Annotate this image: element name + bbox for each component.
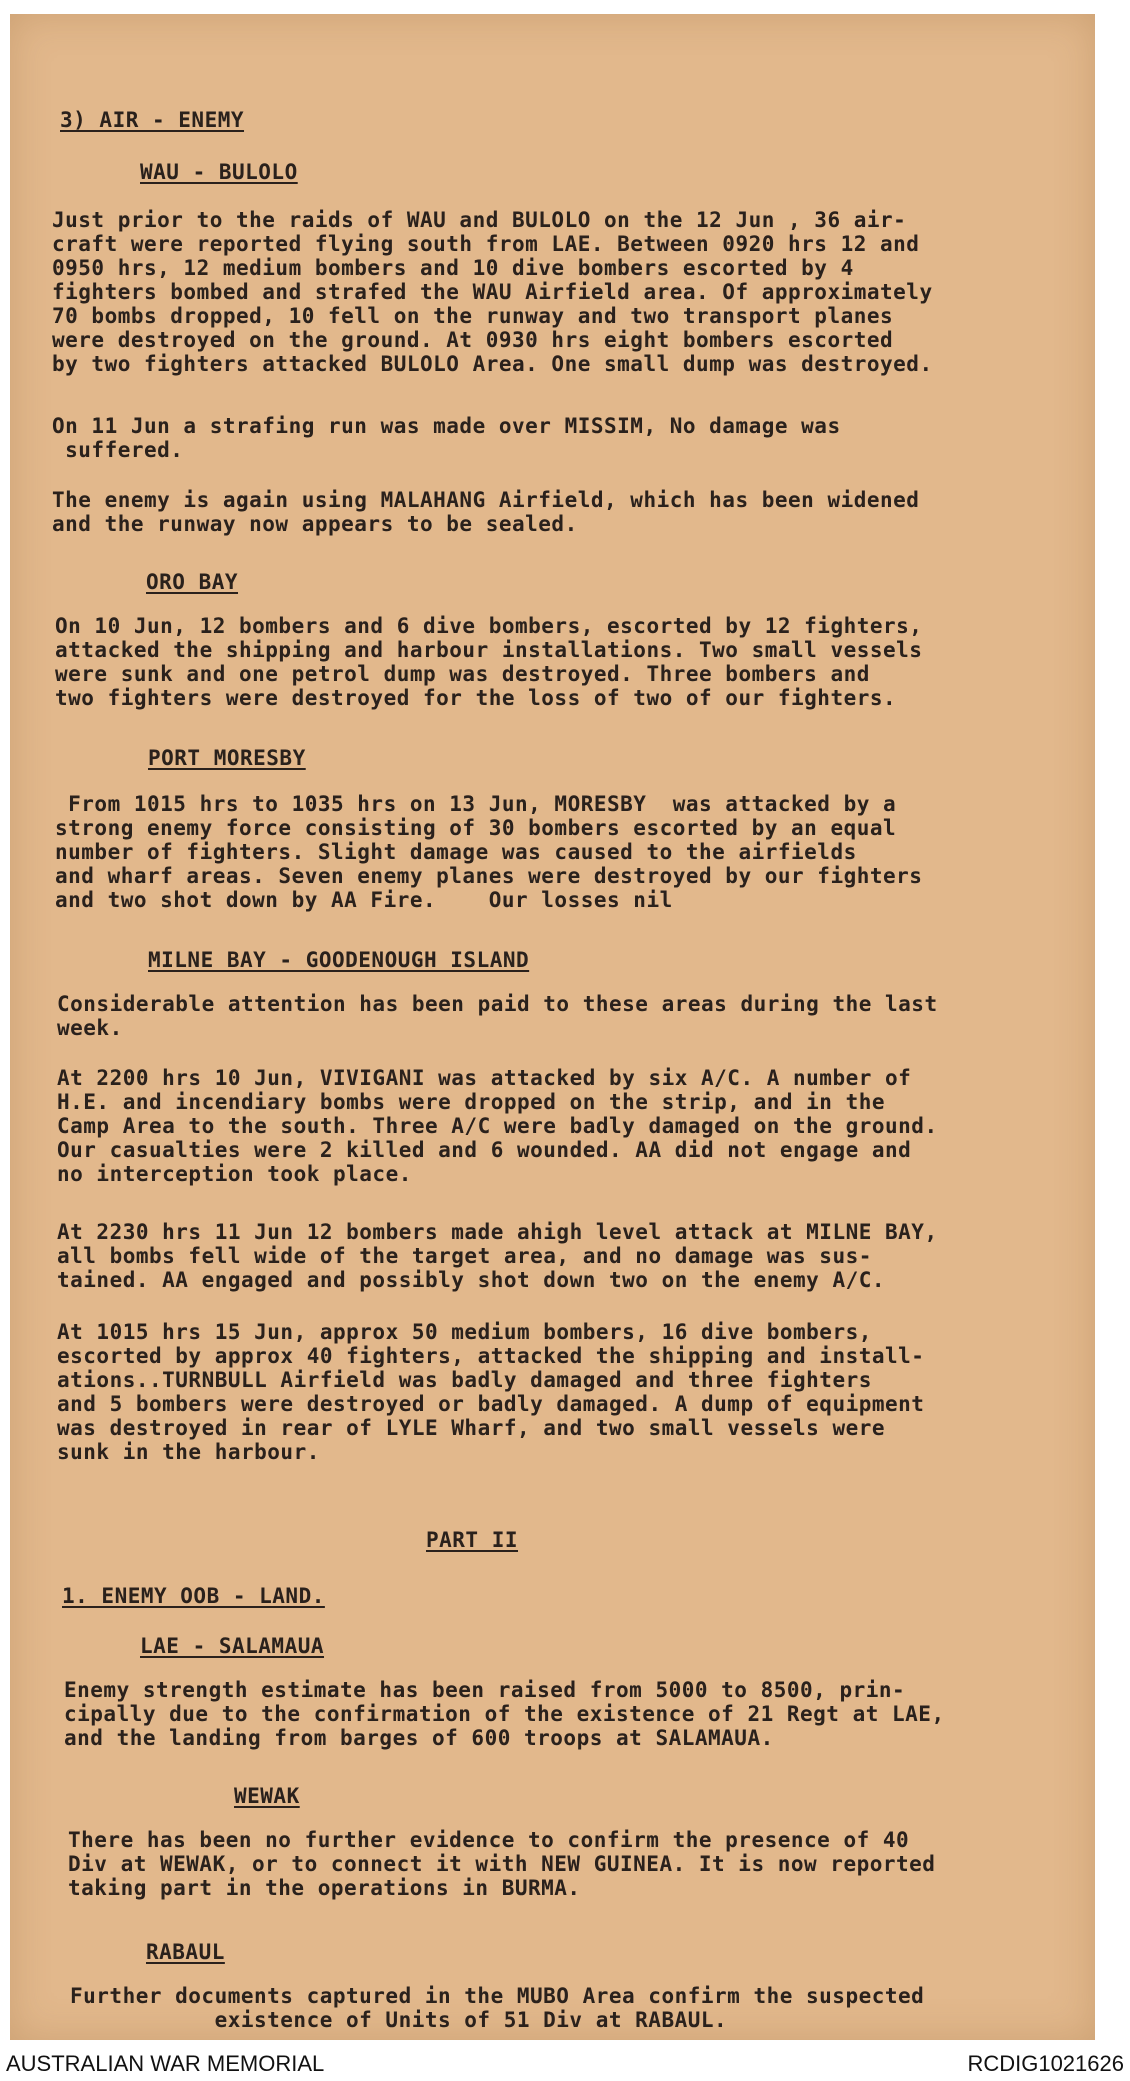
heading-rabaul: RABAUL: [146, 1940, 225, 1964]
text-line: existence of Units of 51 Div at RABAUL.: [70, 2008, 728, 2032]
text-line: tained. AA engaged and possibly shot down two on the enemy A/C.: [57, 1268, 886, 1292]
text-line: 70 bombs dropped, 10 fell on the runway and two transport planes: [52, 304, 894, 328]
text-line: no interception took place.: [57, 1162, 412, 1186]
text-line: number of fighters. Slight damage was caused to the airfields: [55, 840, 857, 864]
lae-salamaua-para: [64, 1678, 945, 1750]
text-line: were destroyed on the ground. At 0930 hrs eight bombers escorted: [52, 328, 894, 352]
text-line: H.E. and incendiary bombs were dropped on the strip, and in the: [57, 1090, 886, 1114]
text-line: Div at WEWAK, or to connect it with NEW GUINEA. It is now reported: [68, 1852, 936, 1876]
text-line: Enemy strength estimate has been raised from 5000 to 8500, prin-: [64, 1678, 906, 1702]
heading-wau-bulolo: WAU - BULOLO: [140, 160, 298, 184]
wewak-para: [68, 1828, 935, 1900]
text-line: all bombs fell wide of the target area, and no damage was sus-: [57, 1244, 872, 1268]
heading-enemy-oob: 1. ENEMY OOB - LAND.: [62, 1584, 325, 1608]
heading-milne-bay: MILNE BAY - GOODENOUGH ISLAND: [148, 948, 530, 972]
text-line: Further documents captured in the MUBO Area confirm the suspected: [70, 1984, 925, 2008]
text-line: by two fighters attacked BULOLO Area. One small dump was destroyed.: [52, 352, 933, 376]
text-line: week.: [57, 1016, 123, 1040]
text-line: suffered.: [52, 438, 184, 462]
text-line: and two shot down by AA Fire. Our losses nil: [55, 888, 673, 912]
text-line: were sunk and one petrol dump was destroyed. Three bombers and: [55, 662, 870, 686]
milne-bay-para-3: [57, 1220, 938, 1292]
oro-bay-para: [55, 614, 922, 710]
text-line: On 11 Jun a strafing run was made over MISSIM, No damage was: [52, 414, 841, 438]
text-line: At 2200 hrs 10 Jun, VIVIGANI was attacked by six A/C. A number of: [57, 1066, 912, 1090]
heading-oro-bay: ORO BAY: [146, 570, 239, 594]
text-line: sunk in the harbour.: [57, 1440, 320, 1464]
text-line: 0950 hrs, 12 medium bombers and 10 dive bombers escorted by 4: [52, 256, 854, 280]
text-line: There has been no further evidence to confirm the presence of 40: [68, 1828, 910, 1852]
heading-lae-salamaua: LAE - SALAMAUA: [140, 1634, 325, 1658]
section-heading: 3) AIR - ENEMY: [60, 108, 245, 132]
footer-record-id: RCDIG1021626: [967, 2051, 1124, 2076]
text-line: and the landing from barges of 600 troops at SALAMAUA.: [64, 1726, 774, 1750]
milne-bay-para-4: [57, 1320, 924, 1464]
text-line: Just prior to the raids of WAU and BULOLO on the 12 Jun , 36 air-: [52, 208, 907, 232]
footer-institution: AUSTRALIAN WAR MEMORIAL: [6, 2051, 325, 2076]
text-line: taking part in the operations in BURMA.: [68, 1876, 581, 1900]
text-line: ations..TURNBULL Airfield was badly damaged and three fighters: [57, 1368, 872, 1392]
heading-port-moresby: PORT MORESBY: [148, 746, 306, 770]
text-line: The enemy is again using MALAHANG Airfield, which has been widened: [52, 488, 920, 512]
text-line: cipally due to the confirmation of the existence of 21 Regt at LAE,: [64, 1702, 945, 1726]
rabaul-para: [70, 1984, 924, 2032]
text-line: From 1015 hrs to 1035 hrs on 13 Jun, MORESBY was attacked by a: [55, 792, 897, 816]
text-line: and wharf areas. Seven enemy planes were destroyed by our fighters: [55, 864, 923, 888]
text-line: On 10 Jun, 12 bombers and 6 dive bombers, escorted by 12 fighters,: [55, 614, 923, 638]
port-moresby-para: [55, 792, 922, 912]
part-heading: PART II: [426, 1528, 519, 1552]
heading-wewak: WEWAK: [234, 1784, 300, 1808]
text-line: was destroyed in rear of LYLE Wharf, and two small vessels were: [57, 1416, 886, 1440]
text-line: and the runway now appears to be sealed.: [52, 512, 578, 536]
text-line: escorted by approx 40 fighters, attacked the shipping and install-: [57, 1344, 925, 1368]
text-line: At 2230 hrs 11 Jun 12 bombers made ahigh level attack at MILNE BAY,: [57, 1220, 938, 1244]
text-line: and 5 bombers were destroyed or badly damaged. A dump of equipment: [57, 1392, 925, 1416]
text-line: Our casualties were 2 killed and 6 wounded. AA did not engage and: [57, 1138, 912, 1162]
milne-bay-para-1: [57, 992, 938, 1040]
text-line: Considerable attention has been paid to these areas during the last: [57, 992, 938, 1016]
wau-bulolo-para-2: [52, 414, 841, 462]
text-line: At 1015 hrs 15 Jun, approx 50 medium bombers, 16 dive bombers,: [57, 1320, 872, 1344]
text-line: Camp Area to the south. Three A/C were badly damaged on the ground.: [57, 1114, 938, 1138]
text-line: strong enemy force consisting of 30 bombers escorted by an equal: [55, 816, 897, 840]
text-line: attacked the shipping and harbour installations. Two small vessels: [55, 638, 923, 662]
text-line: craft were reported flying south from LAE. Between 0920 hrs 12 and: [52, 232, 920, 256]
milne-bay-para-2: [57, 1066, 938, 1186]
wau-bulolo-para-3: [52, 488, 919, 536]
wau-bulolo-para-1: [52, 208, 933, 376]
text-line: two fighters were destroyed for the loss of two of our fighters.: [55, 686, 897, 710]
text-line: fighters bombed and strafed the WAU Airfield area. Of approximately: [52, 280, 933, 304]
